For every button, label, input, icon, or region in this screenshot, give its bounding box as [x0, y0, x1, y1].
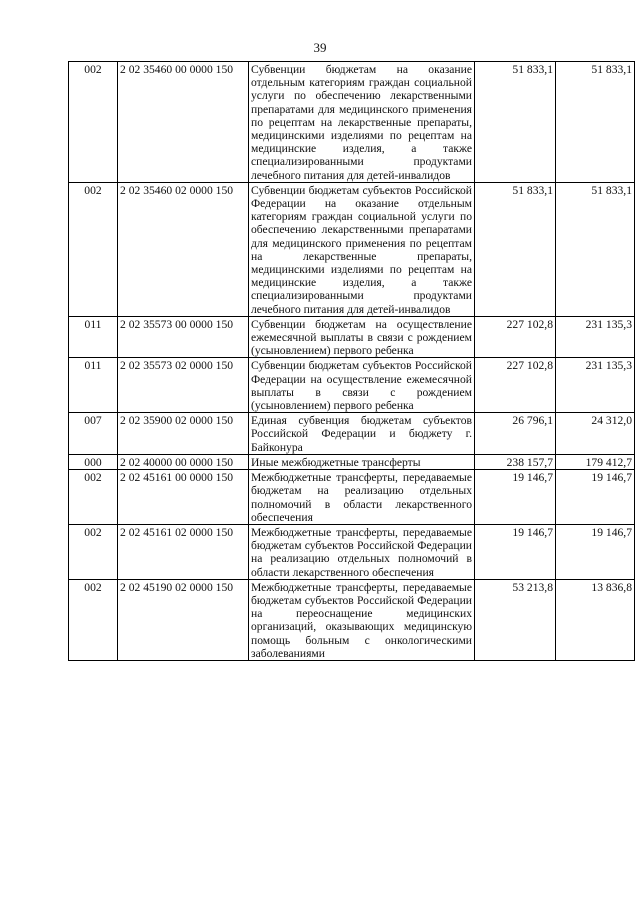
table-row	[69, 454, 635, 469]
amount-year-2-cell: 24 312,0	[556, 413, 635, 455]
amount-year-2-cell: 19 146,7	[556, 470, 635, 525]
revenue-name-cell: Иные межбюджетные трансферты	[249, 454, 475, 469]
amount-year-2-cell: 19 146,7	[556, 524, 635, 579]
budget-classification-code-cell: 2 02 45190 02 0000 150	[118, 579, 249, 660]
table-row	[69, 470, 635, 525]
amount-year-1-cell: 227 102,8	[475, 316, 556, 358]
amount-year-2-cell: 231 135,3	[556, 316, 635, 358]
amount-year-1-cell: 51 833,1	[475, 62, 556, 183]
amount-year-2-cell: 179 412,7	[556, 454, 635, 469]
admin-code-cell: 011	[69, 316, 118, 358]
table-row	[69, 524, 635, 579]
budget-classification-code-cell: 2 02 35900 02 0000 150	[118, 413, 249, 455]
revenue-name-cell: Межбюджетные трансферты, передаваемые бюджетам субъектов Российской Федерации на переоснащение медицинских организаций, оказывающих медицинскую помощь больным с онкологическими заболеваниями	[249, 579, 475, 660]
amount-year-1-cell: 53 213,8	[475, 579, 556, 660]
admin-code-cell: 002	[69, 62, 118, 183]
budget-classification-code-cell: 2 02 35573 02 0000 150	[118, 358, 249, 413]
amount-year-1-cell: 227 102,8	[475, 358, 556, 413]
amount-year-2-cell: 13 836,8	[556, 579, 635, 660]
revenue-name-cell: Субвенции бюджетам на оказание отдельным категориям граждан социальной услуги по обеспечению лекарственными препаратами для медицинского применения по рецептам на лекарственные препараты, медицинскими изделиями по рецептам на медицинские изделия, а также специализированными продуктами лечебного питания для детей-инвалидов	[249, 62, 475, 183]
admin-code-cell: 007	[69, 413, 118, 455]
revenue-name-cell: Межбюджетные трансферты, передаваемые бюджетам на реализацию отдельных полномочий в области лекарственного обеспечения	[249, 470, 475, 525]
revenue-name-cell: Субвенции бюджетам субъектов Российской Федерации на осуществление ежемесячной выплаты в связи с рождением (усыновлением) первого ребенка	[249, 358, 475, 413]
budget-classification-code-cell: 2 02 45161 00 0000 150	[118, 470, 249, 525]
amount-year-1-cell: 19 146,7	[475, 470, 556, 525]
amount-year-2-cell: 231 135,3	[556, 358, 635, 413]
table-row	[69, 413, 635, 455]
table-row	[69, 182, 635, 316]
revenue-name-cell: Единая субвенция бюджетам субъектов Российской Федерации и бюджету г. Байконура	[249, 413, 475, 455]
admin-code-cell: 002	[69, 579, 118, 660]
revenue-name-cell: Межбюджетные трансферты, передаваемые бюджетам субъектов Российской Федерации на реализацию отдельных полномочий в области лекарственного обеспечения	[249, 524, 475, 579]
admin-code-cell: 000	[69, 454, 118, 469]
revenue-name-cell: Субвенции бюджетам на осуществление ежемесячной выплаты в связи с рождением (усыновлением) первого ребенка	[249, 316, 475, 358]
admin-code-cell: 011	[69, 358, 118, 413]
admin-code-cell: 002	[69, 524, 118, 579]
admin-code-cell: 002	[69, 182, 118, 316]
admin-code-cell: 002	[69, 470, 118, 525]
budget-classification-code-cell: 2 02 45161 02 0000 150	[118, 524, 249, 579]
amount-year-1-cell: 26 796,1	[475, 413, 556, 455]
table-row	[69, 579, 635, 660]
budget-table-body	[69, 62, 635, 661]
page-number: 39	[313, 40, 327, 55]
budget-classification-code-cell: 2 02 35573 00 0000 150	[118, 316, 249, 358]
amount-year-2-cell: 51 833,1	[556, 182, 635, 316]
amount-year-1-cell: 238 157,7	[475, 454, 556, 469]
amount-year-2-cell: 51 833,1	[556, 62, 635, 183]
budget-table	[68, 61, 635, 661]
amount-year-1-cell: 51 833,1	[475, 182, 556, 316]
amount-year-1-cell: 19 146,7	[475, 524, 556, 579]
revenue-name-cell: Субвенции бюджетам субъектов Российской Федерации на оказание отдельным категориям граждан социальной услуги по обеспечению лекарственными препаратами для медицинского применения по рецептам на лекарственные препараты, медицинскими изделиями по рецептам на медицинские изделия, а также специализированными продуктами лечебного питания для детей-инвалидов	[249, 182, 475, 316]
budget-classification-code-cell: 2 02 40000 00 0000 150	[118, 454, 249, 469]
table-row	[69, 62, 635, 183]
budget-classification-code-cell: 2 02 35460 00 0000 150	[118, 62, 249, 183]
table-row	[69, 316, 635, 358]
table-row	[69, 358, 635, 413]
budget-classification-code-cell: 2 02 35460 02 0000 150	[118, 182, 249, 316]
